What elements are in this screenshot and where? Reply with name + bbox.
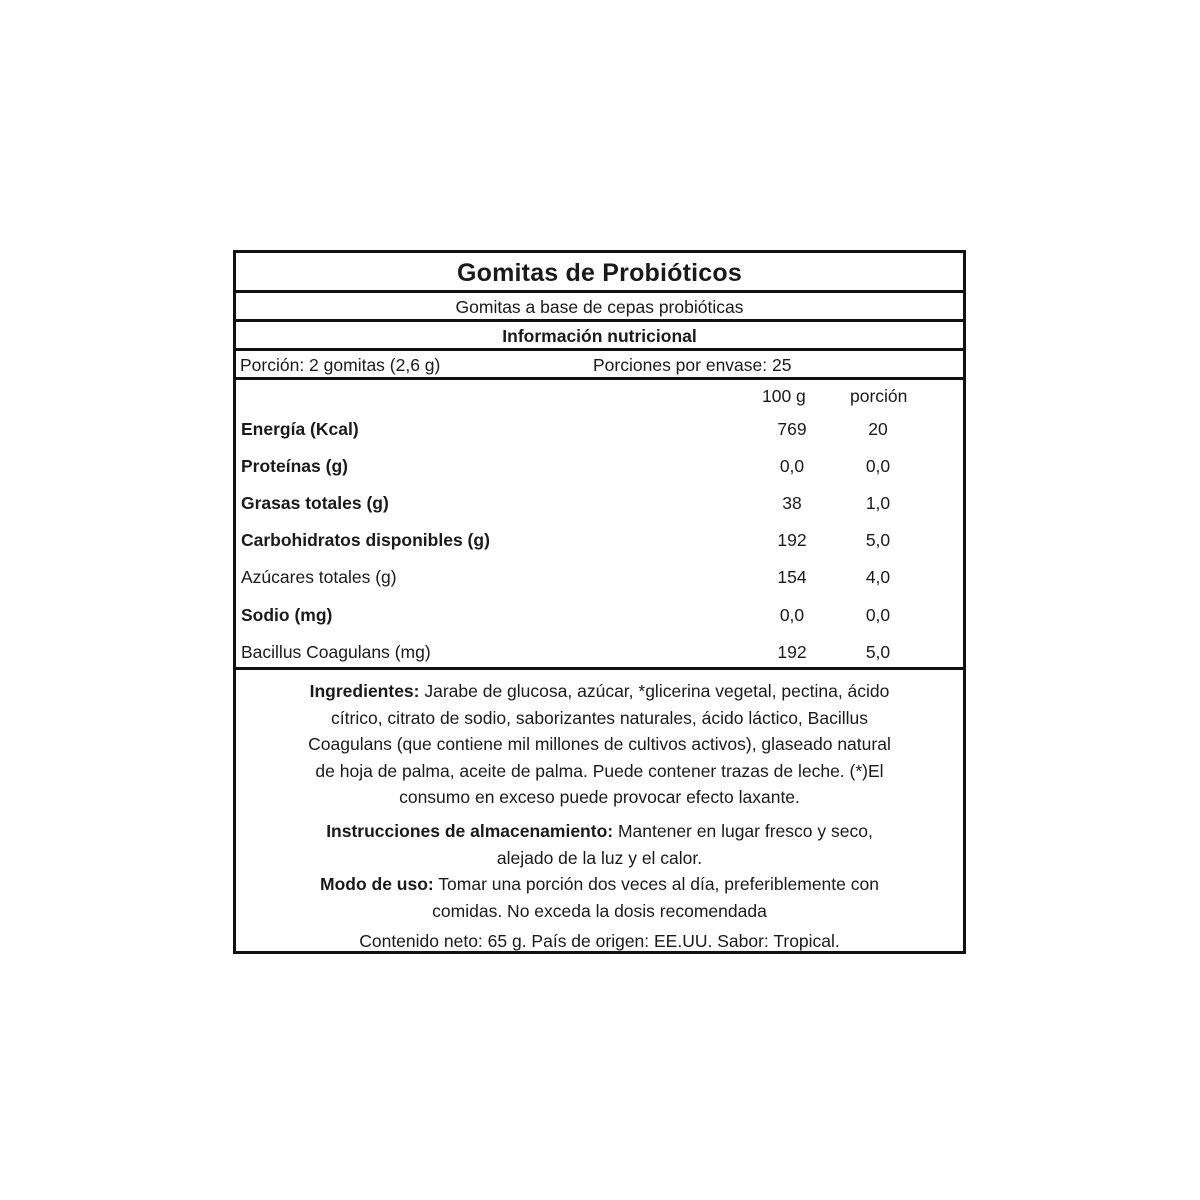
nutrition-info-heading: Información nutricional <box>502 326 697 346</box>
portion-size: Porción: 2 gomitas (2,6 g) <box>240 355 441 375</box>
product-title: Gomitas de Probióticos <box>456 259 742 287</box>
nutrient-row <box>236 448 963 485</box>
portion-row <box>236 351 963 377</box>
portions-per-container: Porciones por envase: 25 <box>593 355 792 375</box>
storage-text: Mantener en lugar fresco y seco, <box>613 821 873 841</box>
nutrient-value-100g: 0,0 <box>779 456 805 476</box>
nutrient-value-portion: 5,0 <box>865 530 891 550</box>
net-content-footer: Contenido neto: 65 g. País de origen: EE.UU. Sabor: Tropical. <box>359 931 840 951</box>
nutrient-value-portion: 1,0 <box>865 493 891 513</box>
nutrient-name: Carbohidratos disponibles (g) <box>241 530 490 550</box>
nutrient-value-portion: 0,0 <box>865 605 891 625</box>
usage-text: Tomar una porción dos veces al día, preferiblemente con <box>433 874 879 894</box>
nutrient-row <box>236 522 963 559</box>
storage-heading: Instrucciones de almacenamiento: <box>326 821 614 841</box>
ingredients-section <box>250 678 949 811</box>
ingredients-text: consumo en exceso puede provocar efecto laxante. <box>399 787 800 807</box>
nutrient-name: Energía (Kcal) <box>241 419 359 439</box>
nutrient-name: Grasas totales (g) <box>241 493 389 513</box>
nutrient-row <box>236 485 963 522</box>
nutrient-row <box>236 634 963 671</box>
nutrient-value-portion: 20 <box>868 419 888 439</box>
nutrient-value-100g: 192 <box>777 530 807 550</box>
column-header-100g: 100 g <box>762 386 806 406</box>
storage-text: alejado de la luz y el calor. <box>496 847 703 868</box>
nutrient-value-portion: 0,0 <box>865 456 891 476</box>
usage-text: comidas. No exceda la dosis recomendada <box>432 900 767 921</box>
ingredients-text: Coagulans (que contiene mil millones de cultivos activos), glaseado natural <box>308 734 891 754</box>
divider <box>236 667 963 670</box>
nutrition-label <box>233 250 966 954</box>
nutrient-value-portion: 4,0 <box>865 567 891 587</box>
ingredients-heading: Ingredientes: <box>309 681 420 701</box>
ingredients-text: cítrico, citrato de sodio, saborizantes naturales, ácido láctico, Bacillus <box>331 707 868 728</box>
ingredients-text: Jarabe de glucosa, azúcar, *glicerina vegetal, pectina, ácido <box>419 681 890 701</box>
usage-heading: Modo de uso: <box>320 874 434 894</box>
nutrient-row <box>236 559 963 596</box>
column-header-portion: porción <box>850 386 908 406</box>
nutrient-value-100g: 192 <box>777 642 807 662</box>
usage-section <box>250 871 949 924</box>
divider <box>236 377 963 380</box>
product-subtitle: Gomitas a base de cepas probióticas <box>455 297 744 317</box>
nutrient-row <box>236 597 963 634</box>
ingredients-text: de hoja de palma, aceite de palma. Puede contener trazas de leche. (*)El <box>315 760 884 781</box>
nutrient-value-portion: 5,0 <box>865 642 891 662</box>
nutrient-row <box>236 411 963 448</box>
storage-section <box>250 818 949 871</box>
nutrient-value-100g: 38 <box>782 493 802 513</box>
nutrient-value-100g: 154 <box>777 567 807 587</box>
nutrient-value-100g: 0,0 <box>779 605 805 625</box>
nutrient-name: Sodio (mg) <box>241 605 333 625</box>
nutrient-name: Proteínas (g) <box>241 456 348 476</box>
nutrient-value-100g: 769 <box>777 419 807 439</box>
nutrient-name: Azúcares totales (g) <box>241 567 397 587</box>
nutrient-name: Bacillus Coagulans (mg) <box>241 642 431 662</box>
